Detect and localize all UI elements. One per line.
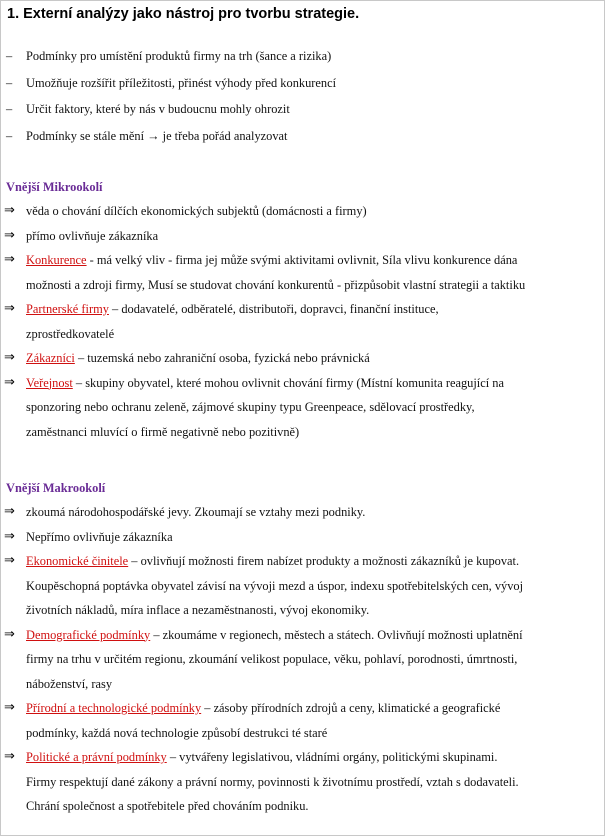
list-item-text: firmy na trhu v určitém regionu, zkoumání velikost populace, věku, pohlaví, porodnosti, úmrtnosti, (26, 652, 518, 666)
list-item-text: – vytvářeny legislativou, vládními orgány, politickými skupinami. (166, 750, 498, 764)
list-item-text: Firmy respektují dané zákony a právní normy, povinnosti k životnímu prostředí, vztah s dodavateli. (26, 774, 519, 789)
term-link[interactable]: Konkurence (26, 253, 87, 267)
list-item (4, 696, 600, 745)
list-item-text: životních nákladů, míra inflace a nezaměstnanosti, vývoj ekonomiky. (26, 603, 370, 617)
section-title-macro: Vnější Makrookolí (6, 481, 106, 495)
list-item (4, 224, 600, 249)
list-item (4, 623, 600, 697)
term-link[interactable]: Veřejnost (26, 375, 73, 390)
list-item-text: - má velký vliv - firma jej může svými aktivitami ovlivnit, Síla vlivu konkurence dána (86, 253, 518, 267)
list-item (6, 123, 596, 150)
list-item-line (26, 745, 600, 770)
list-item-text: – skupiny obyvatel, které mohou ovlivnit chování firmy (Místní komunita reagující na (72, 375, 504, 390)
list-item-text: – zásoby přírodních zdrojů a ceny, klimatické a geografické (201, 701, 501, 715)
list-item-line (26, 794, 600, 819)
section-title-micro: Vnější Mikrookolí (6, 180, 103, 194)
list-item-text: zkoumá národohospodářské jevy. Zkoumají se vztahy mezi podniky. (26, 505, 366, 519)
arrow-bullet-icon: ⇒ (4, 504, 15, 519)
arrow-bullet-icon: ⇒ (4, 553, 15, 568)
list-item (6, 96, 596, 123)
list-item-line (26, 647, 600, 672)
dash-bullet: – (6, 49, 13, 63)
arrow-bullet-icon: ⇒ (4, 203, 15, 218)
list-item (6, 43, 596, 70)
arrow-bullet-icon: ⇒ (4, 301, 15, 316)
list-item-line (26, 346, 600, 371)
list-item-text: Nepřímo ovlivňuje zákazníka (26, 529, 173, 544)
list-item (4, 371, 600, 445)
list-item (4, 248, 600, 297)
term-link[interactable]: Zákazníci (26, 351, 75, 365)
list-item-text: zaměstnanci mluvící o firmě negativně nebo pozitivně) (26, 424, 300, 439)
micro-list (4, 199, 600, 444)
arrow-bullet-icon: ⇒ (4, 749, 15, 764)
arrow-bullet-icon: ⇒ (4, 350, 15, 365)
list-item-line (26, 199, 600, 224)
intro-list (6, 43, 596, 149)
list-item-text: Umožňuje rozšířit příležitosti, přinést výhody před konkurencí (26, 75, 337, 90)
list-item-text: Určit faktory, které by nás v budoucnu mohly ohrozit (26, 102, 290, 116)
list-item (4, 525, 600, 550)
list-item-line (26, 598, 600, 623)
list-item-line (26, 273, 600, 298)
list-item (4, 199, 600, 224)
list-item (4, 745, 600, 819)
list-item-text: zprostředkovatelé (26, 326, 115, 341)
list-item-text: přímo ovlivňuje zákazníka (26, 228, 159, 243)
dash-bullet: – (6, 102, 13, 116)
term-link[interactable]: Přírodní a technologické podmínky (26, 701, 202, 715)
list-item-text: Podmínky se stále mění → je třeba pořád analyzovat (26, 128, 288, 143)
term-link[interactable]: Ekonomické činitele (26, 554, 129, 568)
dash-bullet: – (6, 128, 13, 143)
macro-list (4, 500, 600, 819)
list-item-text: Koupěschopná poptávka obyvatel závisí na vývoji mezd a úspor, indexu spotřebitelských cen, vývoj (26, 578, 524, 593)
list-item-line (26, 420, 600, 445)
list-item (4, 500, 600, 525)
arrow-bullet-icon: ⇒ (4, 528, 15, 544)
list-item-text: – dodavatelé, odběratelé, distributoři, dopravci, finanční instituce, (108, 302, 439, 316)
list-item-text: Podmínky pro umístění produktů firmy na trh (šance a rizika) (26, 49, 332, 63)
list-item-line (26, 721, 600, 746)
term-link[interactable]: Politické a právní podmínky (26, 750, 167, 764)
list-item-text: věda o chování dílčích ekonomických subjektů (domácnosti a firmy) (26, 204, 367, 218)
list-item-line (26, 525, 600, 550)
list-item (4, 346, 600, 371)
list-item-line (26, 696, 600, 721)
list-item-line (26, 297, 600, 322)
list-item-text: možnosti a zdroji firmy, Musí se studovat chování konkurentů - přizpůsobit vlastní strategii a taktiku (26, 277, 526, 292)
arrow-bullet-icon: ⇒ (4, 374, 15, 390)
term-link[interactable]: Demografické podmínky (26, 627, 151, 642)
list-item-text: podmínky, každá nová technologie způsobí destrukci té staré (26, 725, 328, 740)
list-item-line (26, 549, 600, 574)
arrow-bullet-icon: ⇒ (4, 626, 15, 642)
list-item-text: – tuzemská nebo zahraniční osoba, fyzická nebo právnická (74, 351, 370, 365)
list-item-text: náboženství, rasy (26, 676, 113, 691)
list-item-text: Chrání společnost a spotřebitele před chováním podniku. (26, 799, 309, 813)
list-item-line (26, 224, 600, 249)
arrow-bullet-icon: ⇒ (4, 252, 15, 267)
list-item-line (26, 574, 600, 599)
list-item-line (26, 371, 600, 396)
arrow-bullet-icon: ⇒ (4, 700, 15, 715)
list-item-line (26, 248, 600, 273)
list-item (6, 70, 596, 97)
term-link[interactable]: Partnerské firmy (26, 302, 109, 316)
list-item-text: – zkoumáme v regionech, městech a státech. Ovlivňují možnosti uplatnění (150, 627, 523, 642)
list-item-line (26, 770, 600, 795)
list-item-line (26, 623, 600, 648)
list-item-line (26, 322, 600, 347)
list-item (4, 297, 600, 346)
dash-bullet: – (6, 75, 13, 90)
page-heading: 1. Externí analýzy jako nástroj pro tvorbu strategie. (7, 6, 360, 22)
list-item-line (26, 672, 600, 697)
list-item-line (26, 395, 600, 420)
list-item (4, 549, 600, 623)
arrow-bullet-icon: ⇒ (4, 227, 15, 243)
list-item-text: sponzoring nebo ochranu zeleně, zájmové skupiny typu Greenpeace, sdělovací prostředky, (26, 400, 475, 414)
list-item-line (26, 500, 600, 525)
list-item-text: – ovlivňují možnosti firem nabízet produkty a možnosti zákazníků je kupovat. (128, 554, 520, 568)
